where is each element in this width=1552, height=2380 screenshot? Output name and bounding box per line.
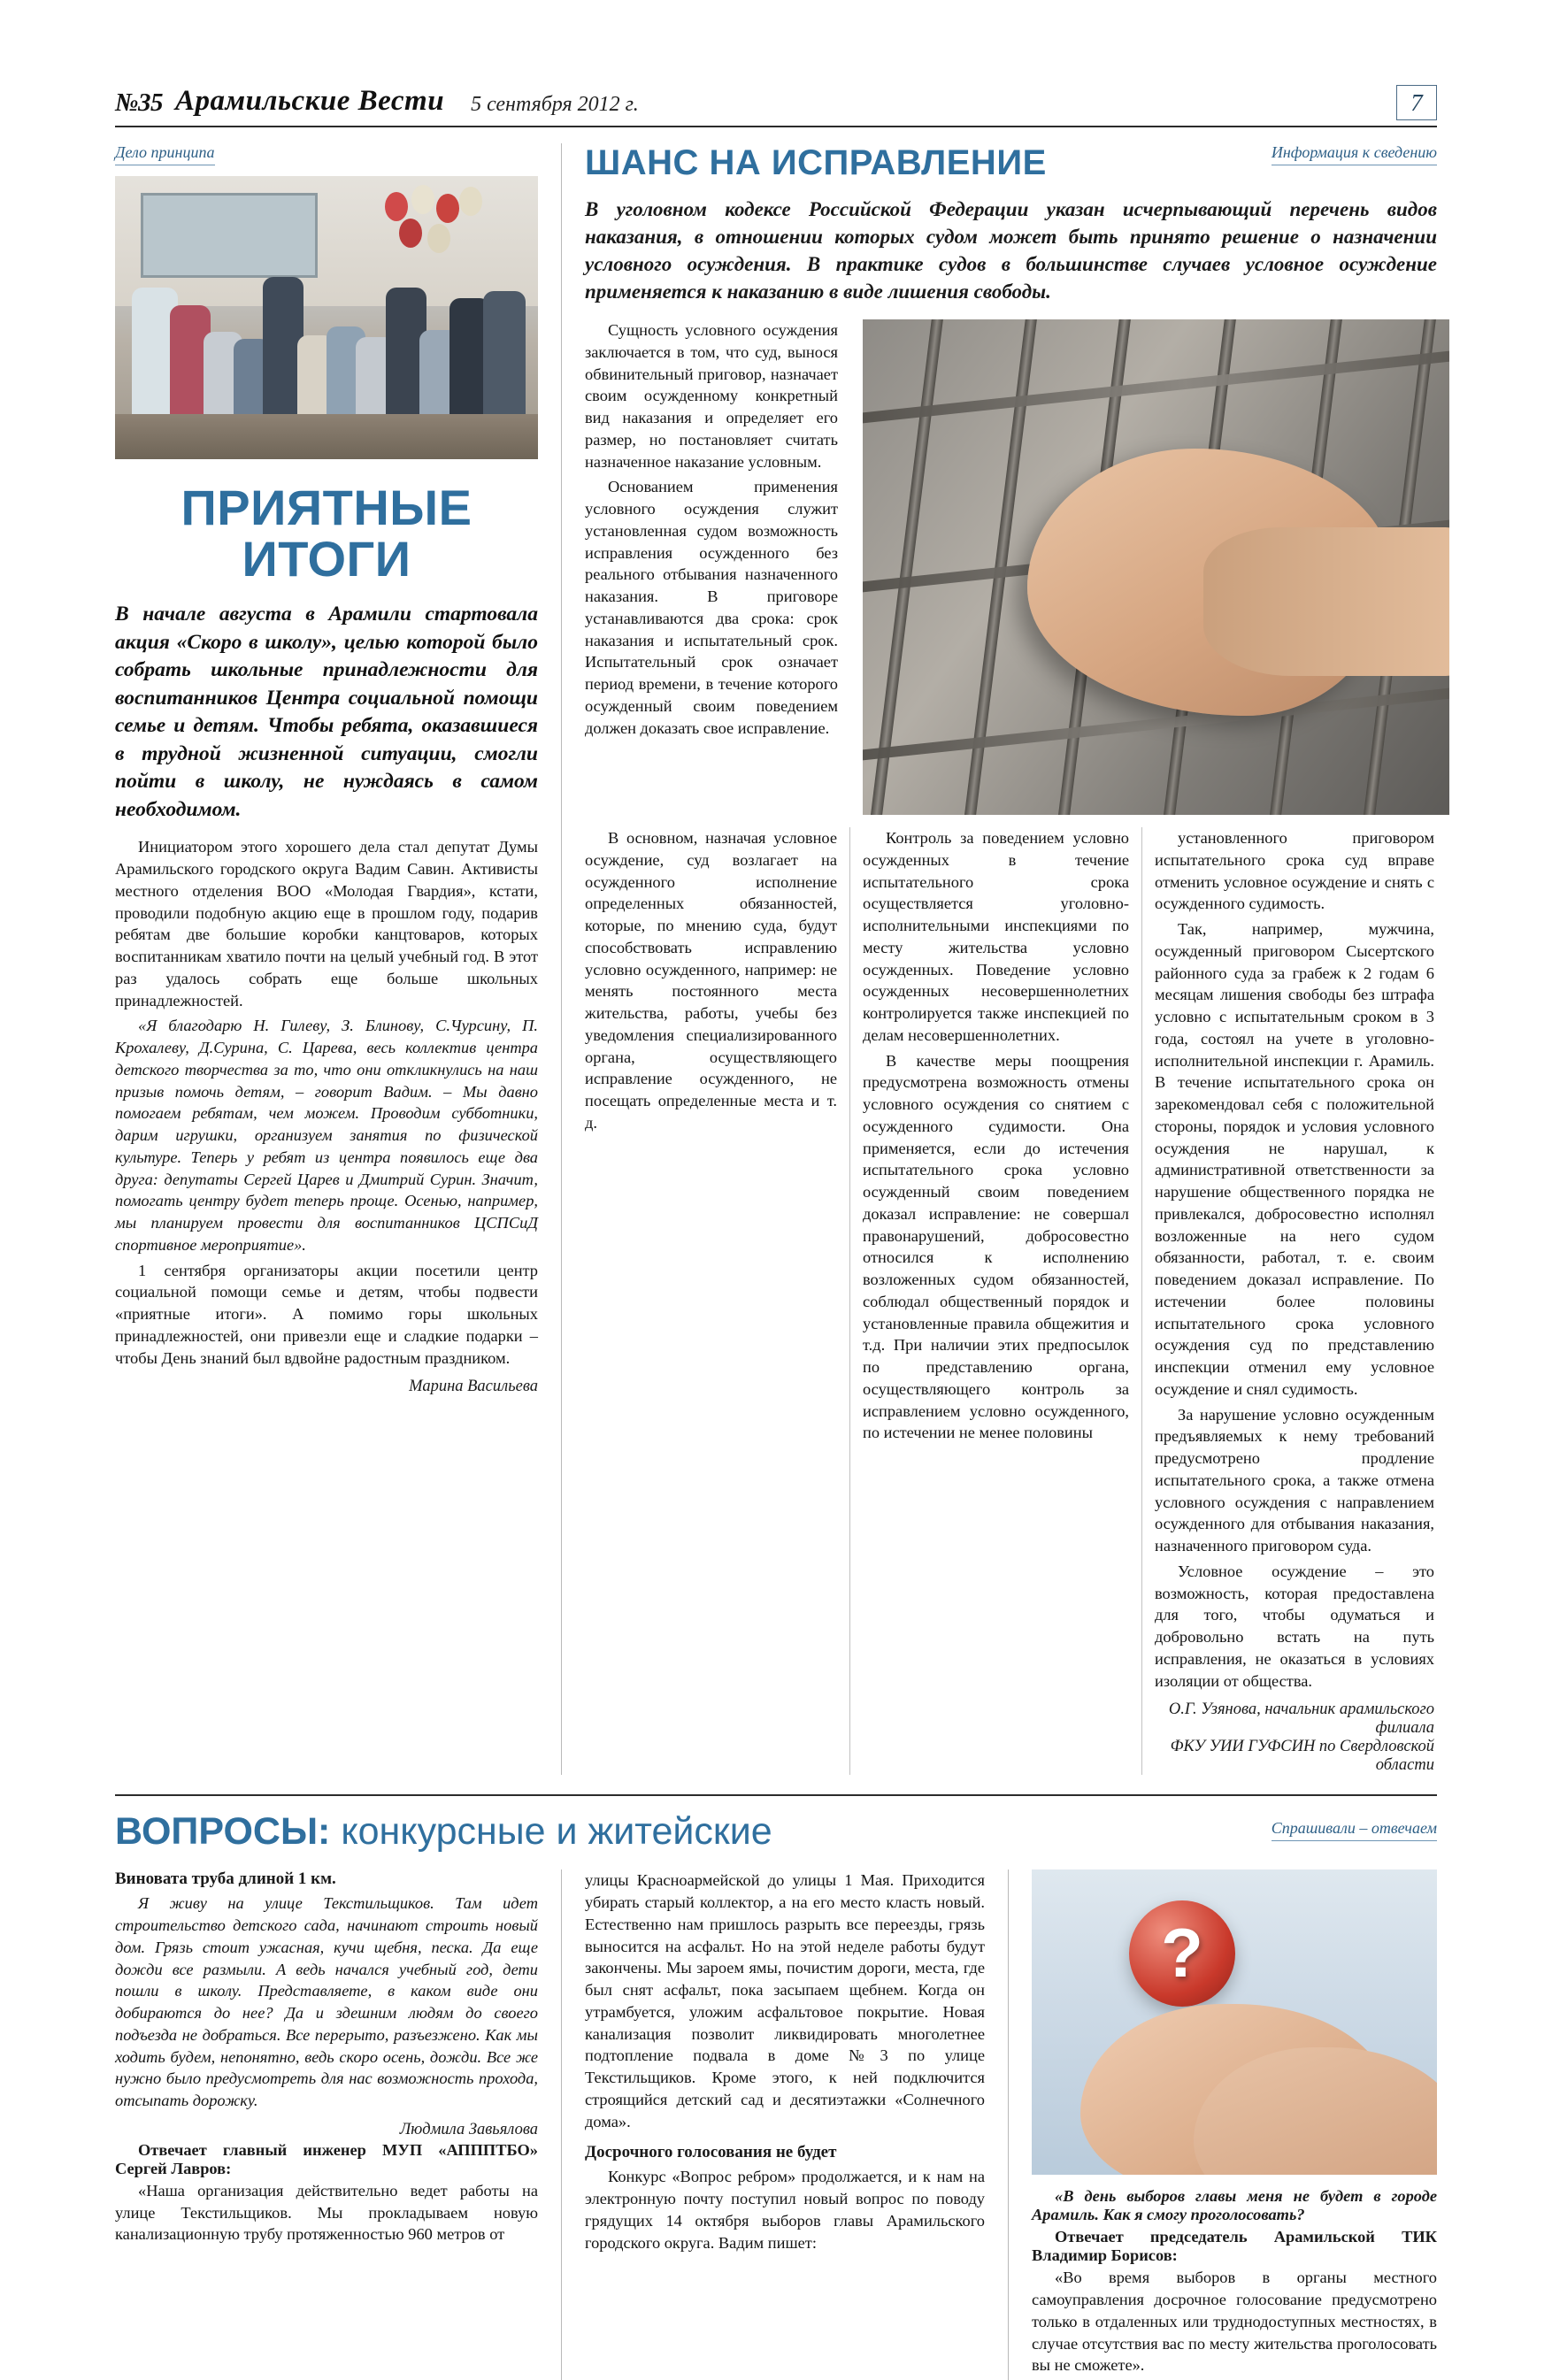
body-paragraph: Сущность условного осуждения заключается в том, что суд, вынося обвинительный приговор, назначает своим осужденному конкретный вид наказания и определяет его размер, но постановляет считать назначенное наказание условным. xyxy=(585,321,838,471)
bottom-headline xyxy=(115,1810,1437,1854)
headline-left-line2: ИТОГИ xyxy=(242,531,411,587)
signature-line-2: ФКУ УИИ ГУФСИН по Свердловской области xyxy=(1170,1738,1434,1775)
body-paragraph: В основном, назначая условное осуждение, суд возлагает на осужденного исполнение определенных обязанностей, которые, по мнению суда, будут способствовать исправлению условно осужденного, например: не менять постоянного места жительства, работы, учебы без уведомления специализированного органа, осуществляющего исправление осужденного, не посещать определенные места и т. д. xyxy=(585,829,837,1132)
body-paragraph: Основанием применения условного осуждения служит установленная судом возможность исправления осужденного без реального отбывания назначенного наказания. В приговоре устанавливаются два срока: срок наказания и испытательный срок. Испытательный срок означает период времени, в течение которого осужденный своим поведением должен доказать свое исправление. xyxy=(585,478,838,737)
rubric-informaciya: Информация к сведению xyxy=(1272,143,1437,165)
question-mark-icon: ? xyxy=(1161,1914,1203,1992)
rubric-delo-principa: Дело принципа xyxy=(115,143,215,165)
body-paragraph: «Наша организация действительно ведет работы на улице Текстильщиков. Мы прокладываем новую канализационную трубу протяженностью 960 метров от xyxy=(115,2181,538,2244)
photo-children-group xyxy=(115,176,538,459)
byline-left: Марина Васильева xyxy=(409,1378,538,1396)
bottom-column-b xyxy=(562,1869,1009,2380)
top-section xyxy=(115,143,1437,1775)
newspaper-title: Арамильские Вести xyxy=(175,85,445,117)
main-column-c xyxy=(1142,827,1434,1775)
body-paragraph: Конкурс «Вопрос ребром» продолжается, и к нам на электронную почту поступил новый вопрос по поводу грядущих 14 октября выборов главы Арамильского городского округа. Вадим пишет: xyxy=(585,2168,985,2252)
rubric-sprashivali: Спрашивали – отвечаем xyxy=(1272,1819,1437,1841)
main-column-b-mid xyxy=(850,827,1142,1775)
body-paragraph: улицы Красноармейской до улицы 1 Мая. Приходится убирать старый коллектор, а на его место класть новый. Естественно нам пришлось разрыть все переезды, грязь выносится на асфальт. Но на этой неделе работы будут закончены. Мы зароем ямы, почистим дороги, места, где был снят асфальт, пока засыпаем щебнем. Когда он утрамбуется, уложим асфальтовое покрытие. Новая канализация позволит ликвидировать многолетнее подтопление подвала в доме №3 по улице Текстильщиков. Кроме этого, к ней подключится строящийся детский сад и десятиэтажки «Солнечного дома». xyxy=(585,1871,985,2130)
body-paragraph: За нарушение условно осужденным предъявляемых к нему требований предусмотрено продление испытательного срока, а также отмена условного осуждения с направлением осужденного для отбывания наказания, назначенного приговором суда. xyxy=(1155,1405,1434,1555)
main-lead: В уголовном кодексе Российской Федерации указан исчерпывающий перечень видов наказания, в отношении которых судом может быть принято решение о назначении условного осуждения. В практике судов в большинстве случаев условное осуждение применяется к наказанию в виде лишения свободы. xyxy=(585,198,1437,303)
body-paragraph: 1 сентября организаторы акции посетили центр социальной помощи семье и детям, чтобы подвести «приятные итоги». А помимо горы школьных принадлежностей, они привезли еще и сладкие подарки – чтобы День знаний был вдвойне радостным праздником. xyxy=(115,1261,538,1367)
quote-paragraph: «Я благодарю Н. Гилеву, З. Блинову, С.Чурсину, П. Крохалеву, Д.Сурина, С. Царева, весь коллектив центра детского творчества за то, что они откликнулись на наш призыв помочь детям, – говорит Вадим. – Мы давно помогаем ребятам, чем можем. Проводим субботники, дарим игрушки, организуем занятия по физической культуре. Теперь у ребят из центра появилось еще два друга: депутаты Сергей Царев и Дмитрий Сурин. Значит, помогать центру будет теперь проще. Осенью, например, мы планируем провести для воспитанников ЦСПСиД спортивное мероприятие». xyxy=(115,1017,538,1254)
bottom-headline-rest: конкурсные и житейские xyxy=(330,1810,772,1854)
page-number: 7 xyxy=(1396,85,1437,120)
body-paragraph: Контроль за поведением условно осужденных в течение испытательного срока осуществляется уголовно-исполнительными инспекциями по месту жительства условно осужденных. Поведение условно осужденных несовершеннолетних контролируется также инспекцией по делам несовершеннолетних. xyxy=(863,829,1129,1044)
signature-line-1: О.Г. Узянова, начальник арамильского филиала xyxy=(1168,1701,1434,1738)
answerer-name: Отвечает главный инженер МУП «АПППТБО» Сергей Лавров: xyxy=(115,2140,538,2177)
masthead xyxy=(115,85,1437,127)
bottom-section xyxy=(115,1810,1437,2380)
bottom-column-c xyxy=(1009,1869,1437,2380)
body-paragraph: установленного приговором испытательного срока суд вправе отменить условное осуждение и снять с осужденного судимость. xyxy=(1155,829,1434,913)
reader-letter: Я живу на улице Текстильщиков. Там идет строительство детского сада, начинают строить новый дом. Грязь стоит ужасная, кучи щебня, песка. Да еще дожди все размыли. А ведь начался учебный год, дети пошли в школу. Представляете, в каком виде они добираются до нее? Да и здешним людям до своего подъезда не добраться. Все перерыто, разъезжено. Как мы ходить будем, непонятно, ведь скоро осень, дожди. Все же нужно было предусмотреть для нас возможность прохода, отсыпать дорожку. xyxy=(115,1894,538,2110)
reader-question: «В день выборов главы меня не будет в городе Арамиль. Как я смогу проголосовать? xyxy=(1032,2187,1437,2224)
page-title-left xyxy=(115,482,538,585)
main-column-b-left xyxy=(585,827,850,1775)
main-article xyxy=(562,143,1437,1775)
headline-left-line1: ПРИЯТНЫЕ xyxy=(181,480,473,535)
bottom-headline-bold: ВОПРОСЫ: xyxy=(115,1810,331,1854)
body-paragraph: В качестве меры поощрения предусмотрена возможность отмены условного осуждения со снятием с осужденного судимости. Она применяется, если до истечения испытательного срока условно осужденный своим поведением доказал исправление: не совершал правонарушений, добросовестно относился к исполнению возложенных судом обязанностей, соблюдал общественный порядок и установленные правила общежития и т.д. При наличии этих предпосылок по представлению органа, осуществляющего контроль за исправлением условно осужденного, по истечении не менее половины xyxy=(863,1051,1129,1442)
subheading-truba: Виновата труба длиной 1 км. xyxy=(115,1869,336,1889)
subheading-dosrochnoe: Досрочного голосования не будет xyxy=(585,2143,837,2162)
publication-date: 5 сентября 2012 г. xyxy=(471,93,639,116)
left-column xyxy=(115,143,562,1775)
body-paragraph: Так, например, мужчина, осужденный приговором Сысертского районного суда за грабеж к 2 годам 6 месяцам лишения свободы без штрафа условно с испытательным сроком в 3 года, состоял на учете в уголовно-исполнительной инспекции г. Арамиль. В течение испытательного срока он зарекомендовал себя с положительной стороны, порядок и условия условного осуждения не нарушал, к административной ответственности за нарушение общественного порядка не привлекался, добросовестно исполнял возложенные на него судом обязанности, работал, т. е. своим поведением доказал исправление. По истечении более половины испытательного срока условного осуждения суд по представлению инспекции отменил ему условное осуждение и снял судимость. xyxy=(1155,920,1434,1398)
issue-number: №35 xyxy=(115,88,164,117)
body-paragraph: Условное осуждение – это возможность, которая предоставлена для того, чтобы одуматься и добровольно встать на путь исправления, не оказаться в условиях изоляции от общества. xyxy=(1155,1562,1434,1690)
body-paragraph: Инициатором этого хорошего дела стал депутат Думы Арамильского городского округа Вадим Савин. Активисты местного отделения ВОО «Молодая Гвардия», кстати, проводили подобную акцию еще в прошлом году, подарив ребятам две большие коробки канцтоваров, которых воспитанникам хватило почти на целый учебный год. В этот раз удалось собрать еще больше школьных принадлежностей. xyxy=(115,838,538,1010)
lead-paragraph-left: В начале августа в Арамили стартовала акция «Скоро в школу», целью которой было собрать школьные принадлежности для воспитанников Центра социальной помощи семье и детям. Чтобы ребята, оказавшиеся в трудной жизненной ситуации, смогли пойти в школу, не нуждаясь в самом необходимом. xyxy=(115,603,538,821)
letter-signature: Людмила Завьялова xyxy=(399,2120,538,2138)
photo-question-mark-ball-in-hands xyxy=(1032,1869,1437,2175)
main-headline: ШАНС НА ИСПРАВЛЕНИЕ xyxy=(585,143,1047,182)
main-photo-wrap xyxy=(850,319,1437,815)
answerer-name: Отвечает председатель Арамильской ТИК Владимир Борисов: xyxy=(1032,2228,1437,2265)
body-paragraph: «Во время выборов в органы местного самоуправления досрочное голосование предусмотрено только в отдаленных или труднодоступных местностях, в случае отсутствия вас по месту жительства проголосовать вы не сможете». xyxy=(1032,2269,1437,2375)
bottom-column-a xyxy=(115,1869,562,2380)
photo-hand-on-prison-bars xyxy=(863,319,1449,815)
main-column-a xyxy=(585,319,850,815)
section-divider xyxy=(115,1794,1437,1796)
